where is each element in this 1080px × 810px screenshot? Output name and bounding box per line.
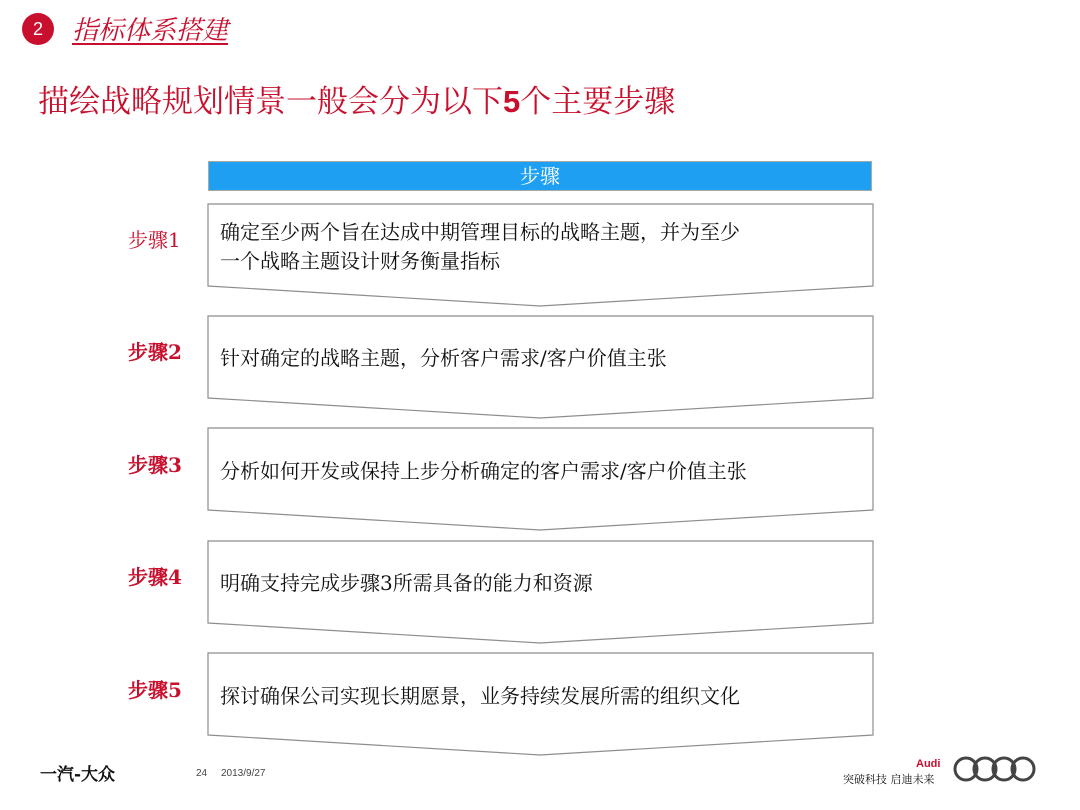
step-text-5: 探讨确保公司实现长期愿景，业务持续发展所需的组织文化 — [220, 684, 740, 708]
step-label-5: 步骤5 — [128, 678, 182, 702]
audi-slogan: 突破科技 启迪未来 — [843, 773, 935, 786]
step-label-4: 步骤4 — [128, 565, 182, 589]
step-label-3: 步骤3 — [128, 453, 182, 477]
step-1-line-2: 一个战略主题设计财务衡量指标 — [220, 249, 500, 273]
title-number: 5 — [503, 84, 521, 119]
step-text-1 — [220, 218, 860, 276]
section-number-badge: 2 — [22, 13, 54, 45]
faw-vw-logo: 一汽-大众 — [40, 765, 116, 785]
step-text-3: 分析如何开发或保持上步分析确定的客户需求/客户价值主张 — [220, 459, 747, 483]
step-text-4: 明确支持完成步骤3所需具备的能力和资源 — [220, 571, 593, 595]
audi-rings-icon — [952, 754, 1038, 784]
step-1-line-1: 确定至少两个旨在达成中期管理目标的战略主题，并为至少 — [220, 220, 740, 244]
step-text-2: 针对确定的战略主题，分析客户需求/客户价值主张 — [220, 346, 667, 370]
page-title — [38, 76, 675, 121]
section-title: 指标体系搭建 — [72, 16, 229, 46]
title-suffix: 个主要步骤 — [520, 84, 676, 120]
step-label-2: 步骤2 — [128, 340, 182, 364]
step-label-1: 步骤1 — [128, 228, 181, 252]
steps-column-header: 步骤 — [208, 161, 872, 191]
audi-wordmark: Audi — [916, 758, 941, 770]
page-number: 24 — [196, 768, 208, 779]
footer-date: 2013/9/27 — [221, 768, 266, 779]
title-prefix: 描绘战略规划情景一般会分为以下 — [38, 84, 503, 120]
